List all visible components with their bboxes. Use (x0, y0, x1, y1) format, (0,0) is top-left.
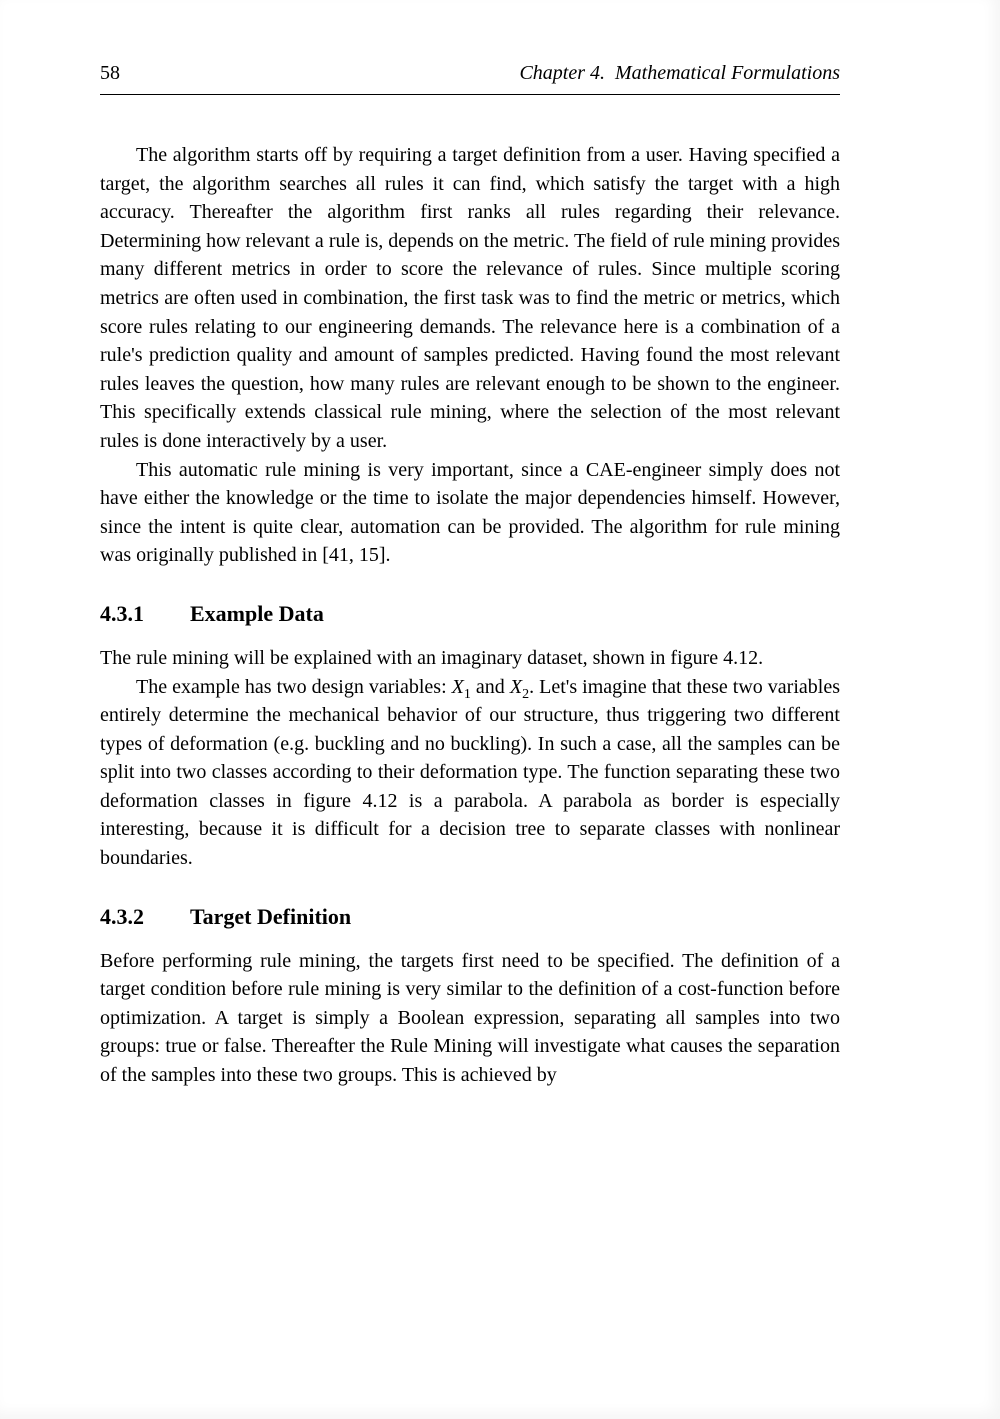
paragraph: Before performing rule mining, the targets first need to be specified. The definition of a target condition before rule mining is very similar to the definition of a cost-function before optimization. A target is simply a Boolean expression, separating all samples into two groups: true or false. Thereafter the Rule Mining will investigate what causes the separation of the samples into these two groups. This is achieved by (100, 949, 840, 1087)
section-title: Target Definition (190, 903, 352, 929)
math-subscript: 2 (522, 686, 530, 702)
math-variable: X (509, 675, 523, 698)
math-subscript: 1 (463, 686, 471, 702)
page-number: 58 (100, 62, 120, 84)
section-number: 4.3.1 (100, 600, 144, 626)
page-content (100, 141, 840, 1090)
section-heading (100, 904, 840, 930)
paragraph: This automatic rule mining is very important, since a CAE-engineer simply does not have either the knowledge or the time to isolate the major dependencies himself. However, since the intent is quite clear, automation can be provided. The algorithm for rule mining was originally published in [41, 15]. (100, 458, 840, 567)
paragraph: The algorithm starts off by requiring a target definition from a user. Having specified a target, the algorithm searches all rules it can find, which satisfy the target with a high accuracy. Thereafter the algorithm first ranks all rules regarding their relevance. Determining how relevant a rule is, depends on the metric. The field of rule mining provides many different metrics in order to score the relevance of rules. Since multiple scoring metrics are often used in combination, the first task was to find the metric or metrics, which score rules relating to our engineering demands. The relevance here is a combination of a rule's prediction quality and amount of samples predicted. Having found the most relevant rules leaves the question, how many rules are relevant enough to be shown to the engineer. This specifically extends classical rule mining, where the selection of the most relevant rules is done interactively by a user. (100, 144, 840, 452)
math-variable: X (451, 675, 464, 698)
paragraph: The rule mining will be explained with an imaginary dataset, shown in figure 4.12. (100, 646, 764, 669)
section-title: Example Data (190, 600, 324, 626)
running-chapter-title: Chapter 4. Mathematical Formulations (519, 62, 840, 84)
paragraph: The example has two design variables: $X_1$ and $X_2$. Let's imagine that these two variables entirely determine the mechanical behavior of our structure, thus triggering two different types of deformation (e.g. buckling and no buckling). In such a case, all the samples can be split into two classes according to their deformation type. The function separating these two deformation classes in figure 4.12 is a parabola. A parabola as border is especially interesting, because it is difficult for a decision tree to separate classes with nonlinear boundaries. (100, 675, 840, 870)
section-heading (100, 601, 840, 627)
section-number: 4.3.2 (100, 903, 144, 929)
page-header (100, 62, 840, 95)
